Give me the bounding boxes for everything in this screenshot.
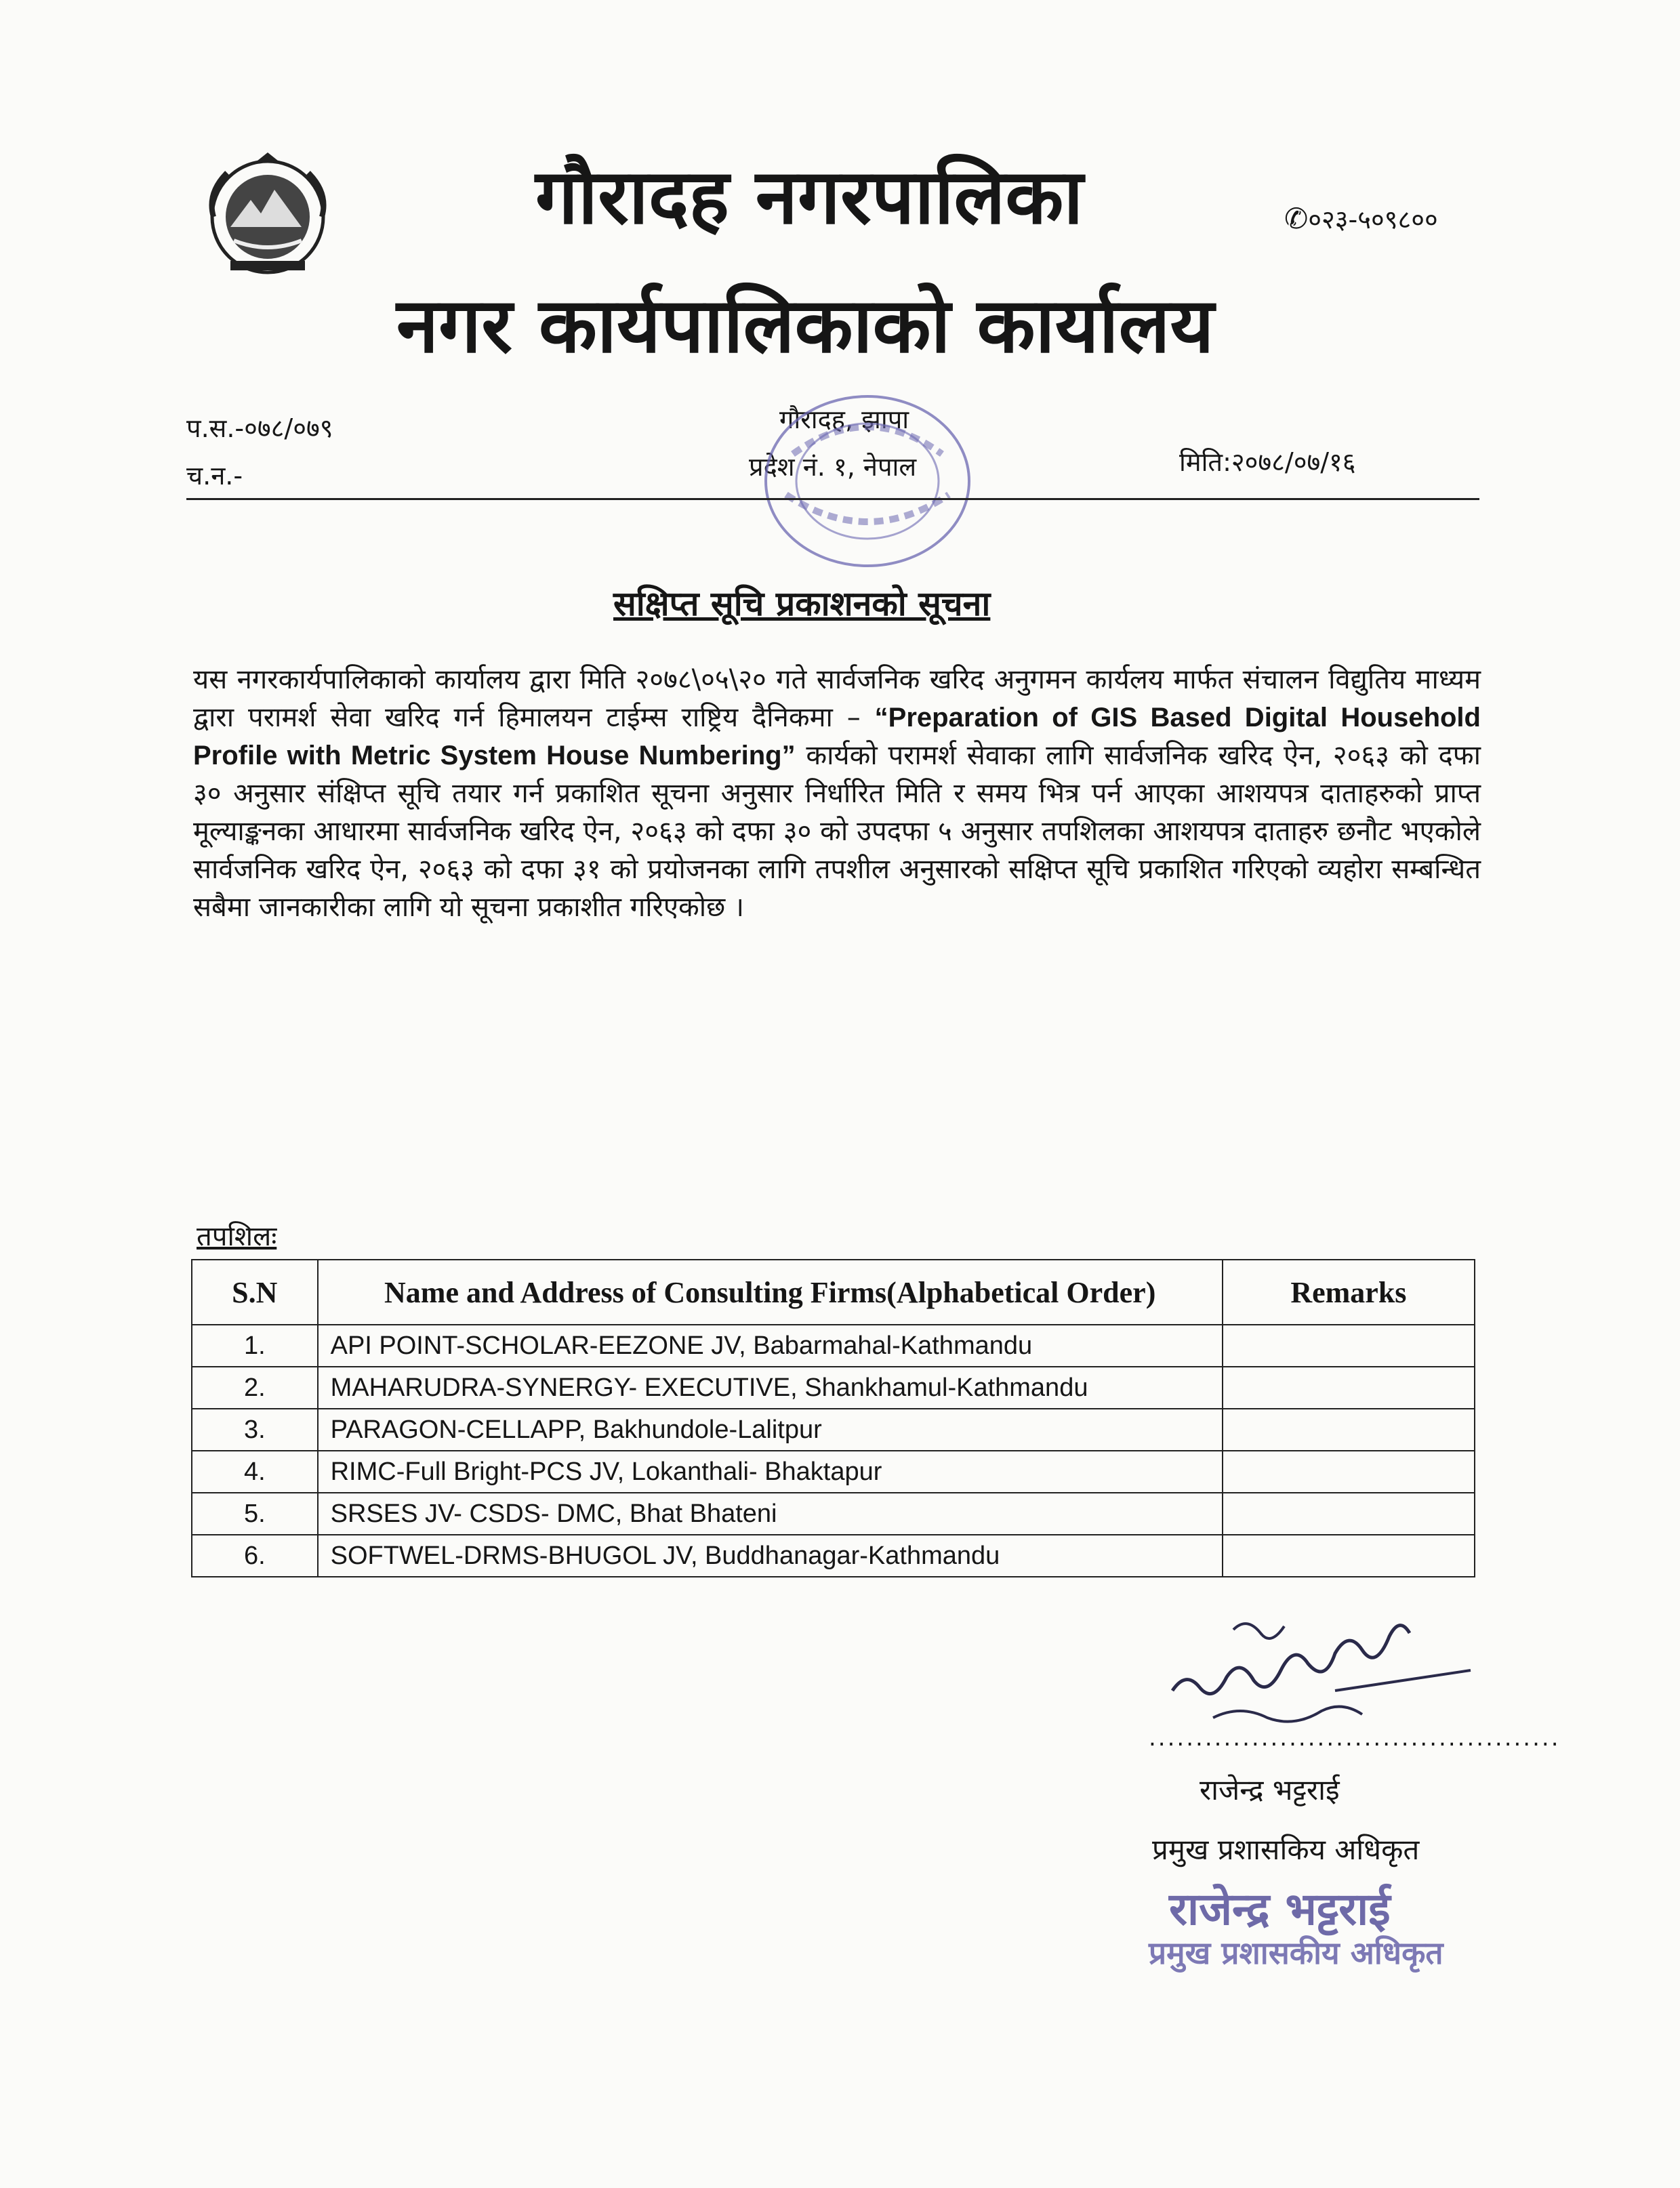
column-header-remarks: Remarks [1223,1260,1475,1325]
cell-sn: 2. [192,1367,318,1409]
cell-firm-name: PARAGON-CELLAPP, Bakhundole-Lalitpur [318,1409,1223,1451]
notice-body [193,661,1481,926]
phone-text: ०२३-५०९८०० [1308,205,1438,234]
table-row [192,1367,1475,1409]
handwritten-signature [1132,1589,1484,1738]
office-seal-stamp [745,379,989,576]
patra-sankhya: प.स.-०७८/०७९ [186,413,333,443]
cell-remarks [1223,1367,1475,1409]
signatory-post: प्रमुख प्रशासकिय अधिकृत [1152,1833,1420,1866]
municipality-title: गौरादह नगरपालिका [535,152,1084,241]
cell-firm-name: API POINT-SCHOLAR-EEZONE JV, Babarmahal-Kathmandu [318,1325,1223,1367]
phone-number [1284,201,1438,236]
table-header-row [192,1260,1475,1325]
header-divider [186,498,1479,500]
column-header-sn: S.N [192,1260,318,1325]
notice-subject: सक्षिप्त सूचि प्रकाशनको सूचना [613,584,991,623]
document-date: मिति:२०७८/०७/१६ [1179,447,1356,477]
name-seal-stamp: राजेन्द्र भट्टराई [1169,1882,1391,1935]
table-row [192,1535,1475,1577]
address-line-1: गौरादह, झापा [779,405,909,434]
details-label: तपशिलः [197,1221,277,1252]
post-seal-stamp: प्रमुख प्रशासकीय अधिकृत [1149,1935,1443,1971]
cell-remarks [1223,1535,1475,1577]
table-row [192,1493,1475,1535]
chalani-number: च.न.- [186,461,243,491]
office-title: नगर कार्यपालिकाको कार्यालय [396,281,1214,370]
cell-firm-name: MAHARUDRA-SYNERGY- EXECUTIVE, Shankhamul-Kathmandu [318,1367,1223,1409]
cell-sn: 5. [192,1493,318,1535]
cell-sn: 1. [192,1325,318,1367]
nepal-emblem-logo [193,152,342,278]
signatory-name: राजेन्द्र भट्टराई [1200,1773,1340,1807]
signature-line: ............................................ [1149,1725,1561,1752]
address-line-2: प्रदेश नं. १, नेपाल [749,452,917,482]
phone-icon: ✆ [1284,202,1309,235]
table-row [192,1325,1475,1367]
body-text-part1: यस नगरकार्यपालिकाको कार्यालय द्वारा मिति २०७८\०५\२० गते सार्वजनिक खरिद अनुगमन कार्यलय मार्फत संचालन विद्युतिय माध्यम द्वारा परामर्श सेवा खरिद गर्न हिमालयन टाईम्स राष्ट्रिय दैनिकमा – [193,664,1481,733]
cell-remarks [1223,1325,1475,1367]
cell-sn: 6. [192,1535,318,1577]
project-title: “Preparation of GIS Based Digital Household Profile with Metric System House Numbering” [193,703,1481,770]
cell-firm-name: RIMC-Full Bright-PCS JV, Lokanthali- Bhaktapur [318,1451,1223,1493]
column-header-name: Name and Address of Consulting Firms(Alphabetical Order) [318,1260,1223,1325]
consulting-firms-table [191,1259,1475,1577]
table-row [192,1451,1475,1493]
cell-remarks [1223,1493,1475,1535]
body-text-part2: कार्यको परामर्श सेवाका लागि सार्वजनिक खरिद ऐन, २०६३ को दफा ३० अनुसार संक्षिप्त सूचि तयार गर्न प्रकाशित सूचना अनुसार निर्धारित मिति र समय भित्र पर्न आएका आशयपत्र दाताहरुको प्राप्त मूल्याङ्कनका आधारमा सार्वजनिक खरिद ऐन, २०६३ को दफा ३० को उपदफा ५ अनुसार तपशिलका आशयपत्र दाताहरु छनौट भएकोले सार्वजनिक खरिद ऐन, २०६३ को दफा ३१ को प्रयोजनका लागि तपशील अनुसारको सक्षिप्त सूचि प्रकाशित गरिएको व्यहोरा सम्बन्धित सबैमा जानकारीका लागि यो सूचना प्रकाशीत गरिएकोछ । [193,740,1481,923]
cell-firm-name: SRSES JV- CSDS- DMC, Bhat Bhateni [318,1493,1223,1535]
cell-remarks [1223,1409,1475,1451]
cell-firm-name: SOFTWEL-DRMS-BHUGOL JV, Buddhanagar-Kathmandu [318,1535,1223,1577]
cell-remarks [1223,1451,1475,1493]
cell-sn: 4. [192,1451,318,1493]
table-row [192,1409,1475,1451]
cell-sn: 3. [192,1409,318,1451]
